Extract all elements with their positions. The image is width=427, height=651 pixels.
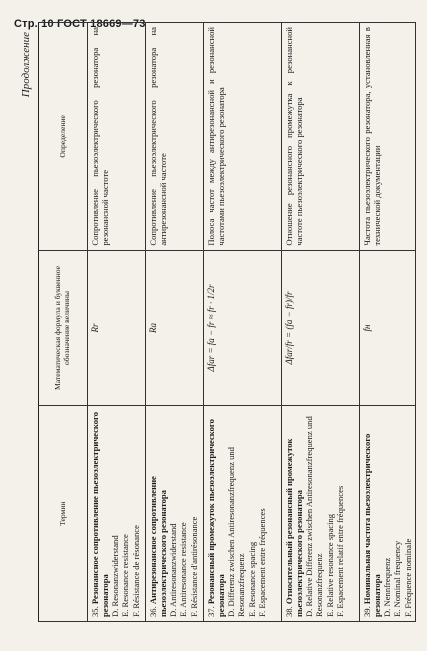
translation-fr: F. Résistance de résonance: [130, 525, 141, 617]
translation-fr: F. Espacement entre fréquences: [256, 508, 267, 617]
term-number: 37.: [206, 606, 216, 617]
term-cell: [146, 406, 204, 622]
terms-table: [38, 22, 416, 622]
formula-cell: [282, 250, 360, 406]
definition-cell: Частота пьезоэлектрического резонатора, установленная в технической документации: [360, 23, 416, 251]
term-name: Резонансный промежуток пьезоэлектрического резонатора: [206, 419, 227, 617]
table-row: [282, 23, 360, 622]
term-name: Резонансное сопротивление пьезоэлектрического резонатора: [90, 411, 111, 617]
formula: fн: [362, 324, 372, 332]
term-number: 35.: [90, 606, 100, 617]
continued-label: Продолжение: [20, 32, 32, 98]
term-name: Относительный резонансный промежуток пьезоэлектрического резонатора: [284, 438, 305, 617]
translation-de: D. Resonanzwiderstand: [110, 535, 121, 617]
table-row: [146, 23, 204, 622]
formula: Δfar = fa − fr ≈ fr · 1/2r: [206, 284, 216, 372]
page-header: Стр. 10 ГОСТ 18669—73: [14, 18, 146, 30]
definition-cell: Полоса частот между антирезонансной и резонансной частотами пьезоэлектрического резонатора: [204, 23, 282, 251]
term-name: Антирезонансное сопротивление пьезоэлектрического резонатора: [148, 476, 169, 617]
term-number: 38.: [284, 606, 294, 617]
term-cell: [204, 406, 282, 622]
translation-fr: F. Résistance d'antirésonance: [188, 516, 199, 617]
translation-de: D. Nennfrequenz: [382, 557, 393, 617]
term-cell: [282, 406, 360, 622]
column-header-definition: Определение: [39, 23, 88, 251]
table-row: [204, 23, 282, 622]
translation-en: E. Nominal frequency: [392, 540, 403, 617]
column-header-formula: Математическая формула и буквенное обозначение величины: [39, 250, 88, 406]
translation-en: E. Antiresonance resistance: [178, 522, 189, 617]
formula: Δfar/fr = (fa − fr)/fr: [284, 291, 294, 365]
term-cell: [88, 406, 146, 622]
translation-en: E. Relative resonance spacing: [324, 513, 335, 617]
term-name: Номинальная частота пьезоэлектрического резонатора: [362, 433, 383, 617]
translation-fr: F. Espacement relatif entre fréquences: [334, 485, 345, 617]
translation-de: D. Relative Differenz zwischen Antiresonanzfrequenz und Resonanzfrequenz: [304, 416, 325, 617]
translation-fr: F. Fréquence nominale: [402, 538, 413, 617]
definition-cell: Сопротивление пьезоэлектрического резонатора на резонансной частоте: [88, 23, 146, 251]
translation-de: D. Antiresonanzwiderstand: [168, 523, 179, 617]
translation-en: E. Resonance resistance: [120, 534, 131, 617]
table-header-row: [39, 23, 88, 622]
translation-en: E. Resonance spacing: [246, 541, 257, 617]
term-number: 36.: [148, 606, 158, 617]
formula-cell: [88, 250, 146, 406]
formula: Rr: [90, 323, 100, 333]
table-row: [360, 23, 416, 622]
formula-cell: [146, 250, 204, 406]
term-number: 39.: [362, 606, 372, 617]
term-cell: [360, 406, 416, 622]
table-row: [88, 23, 146, 622]
rotated-table-page: [18, 22, 413, 622]
formula-cell: [204, 250, 282, 406]
definition-cell: Отношение резонансного промежутка к резонансной частоте пьезоэлектрического резонатора: [282, 23, 360, 251]
definition-cell: Сопротивление пьезоэлектрического резонатора на антирезонансной частоте: [146, 23, 204, 251]
column-header-term: Термин: [39, 406, 88, 622]
translation-de: D. Differenz zwischen Antiresonanzfrequenz und Resonanzfrequenz: [226, 447, 247, 617]
formula: Ra: [148, 323, 158, 334]
formula-cell: [360, 250, 416, 406]
